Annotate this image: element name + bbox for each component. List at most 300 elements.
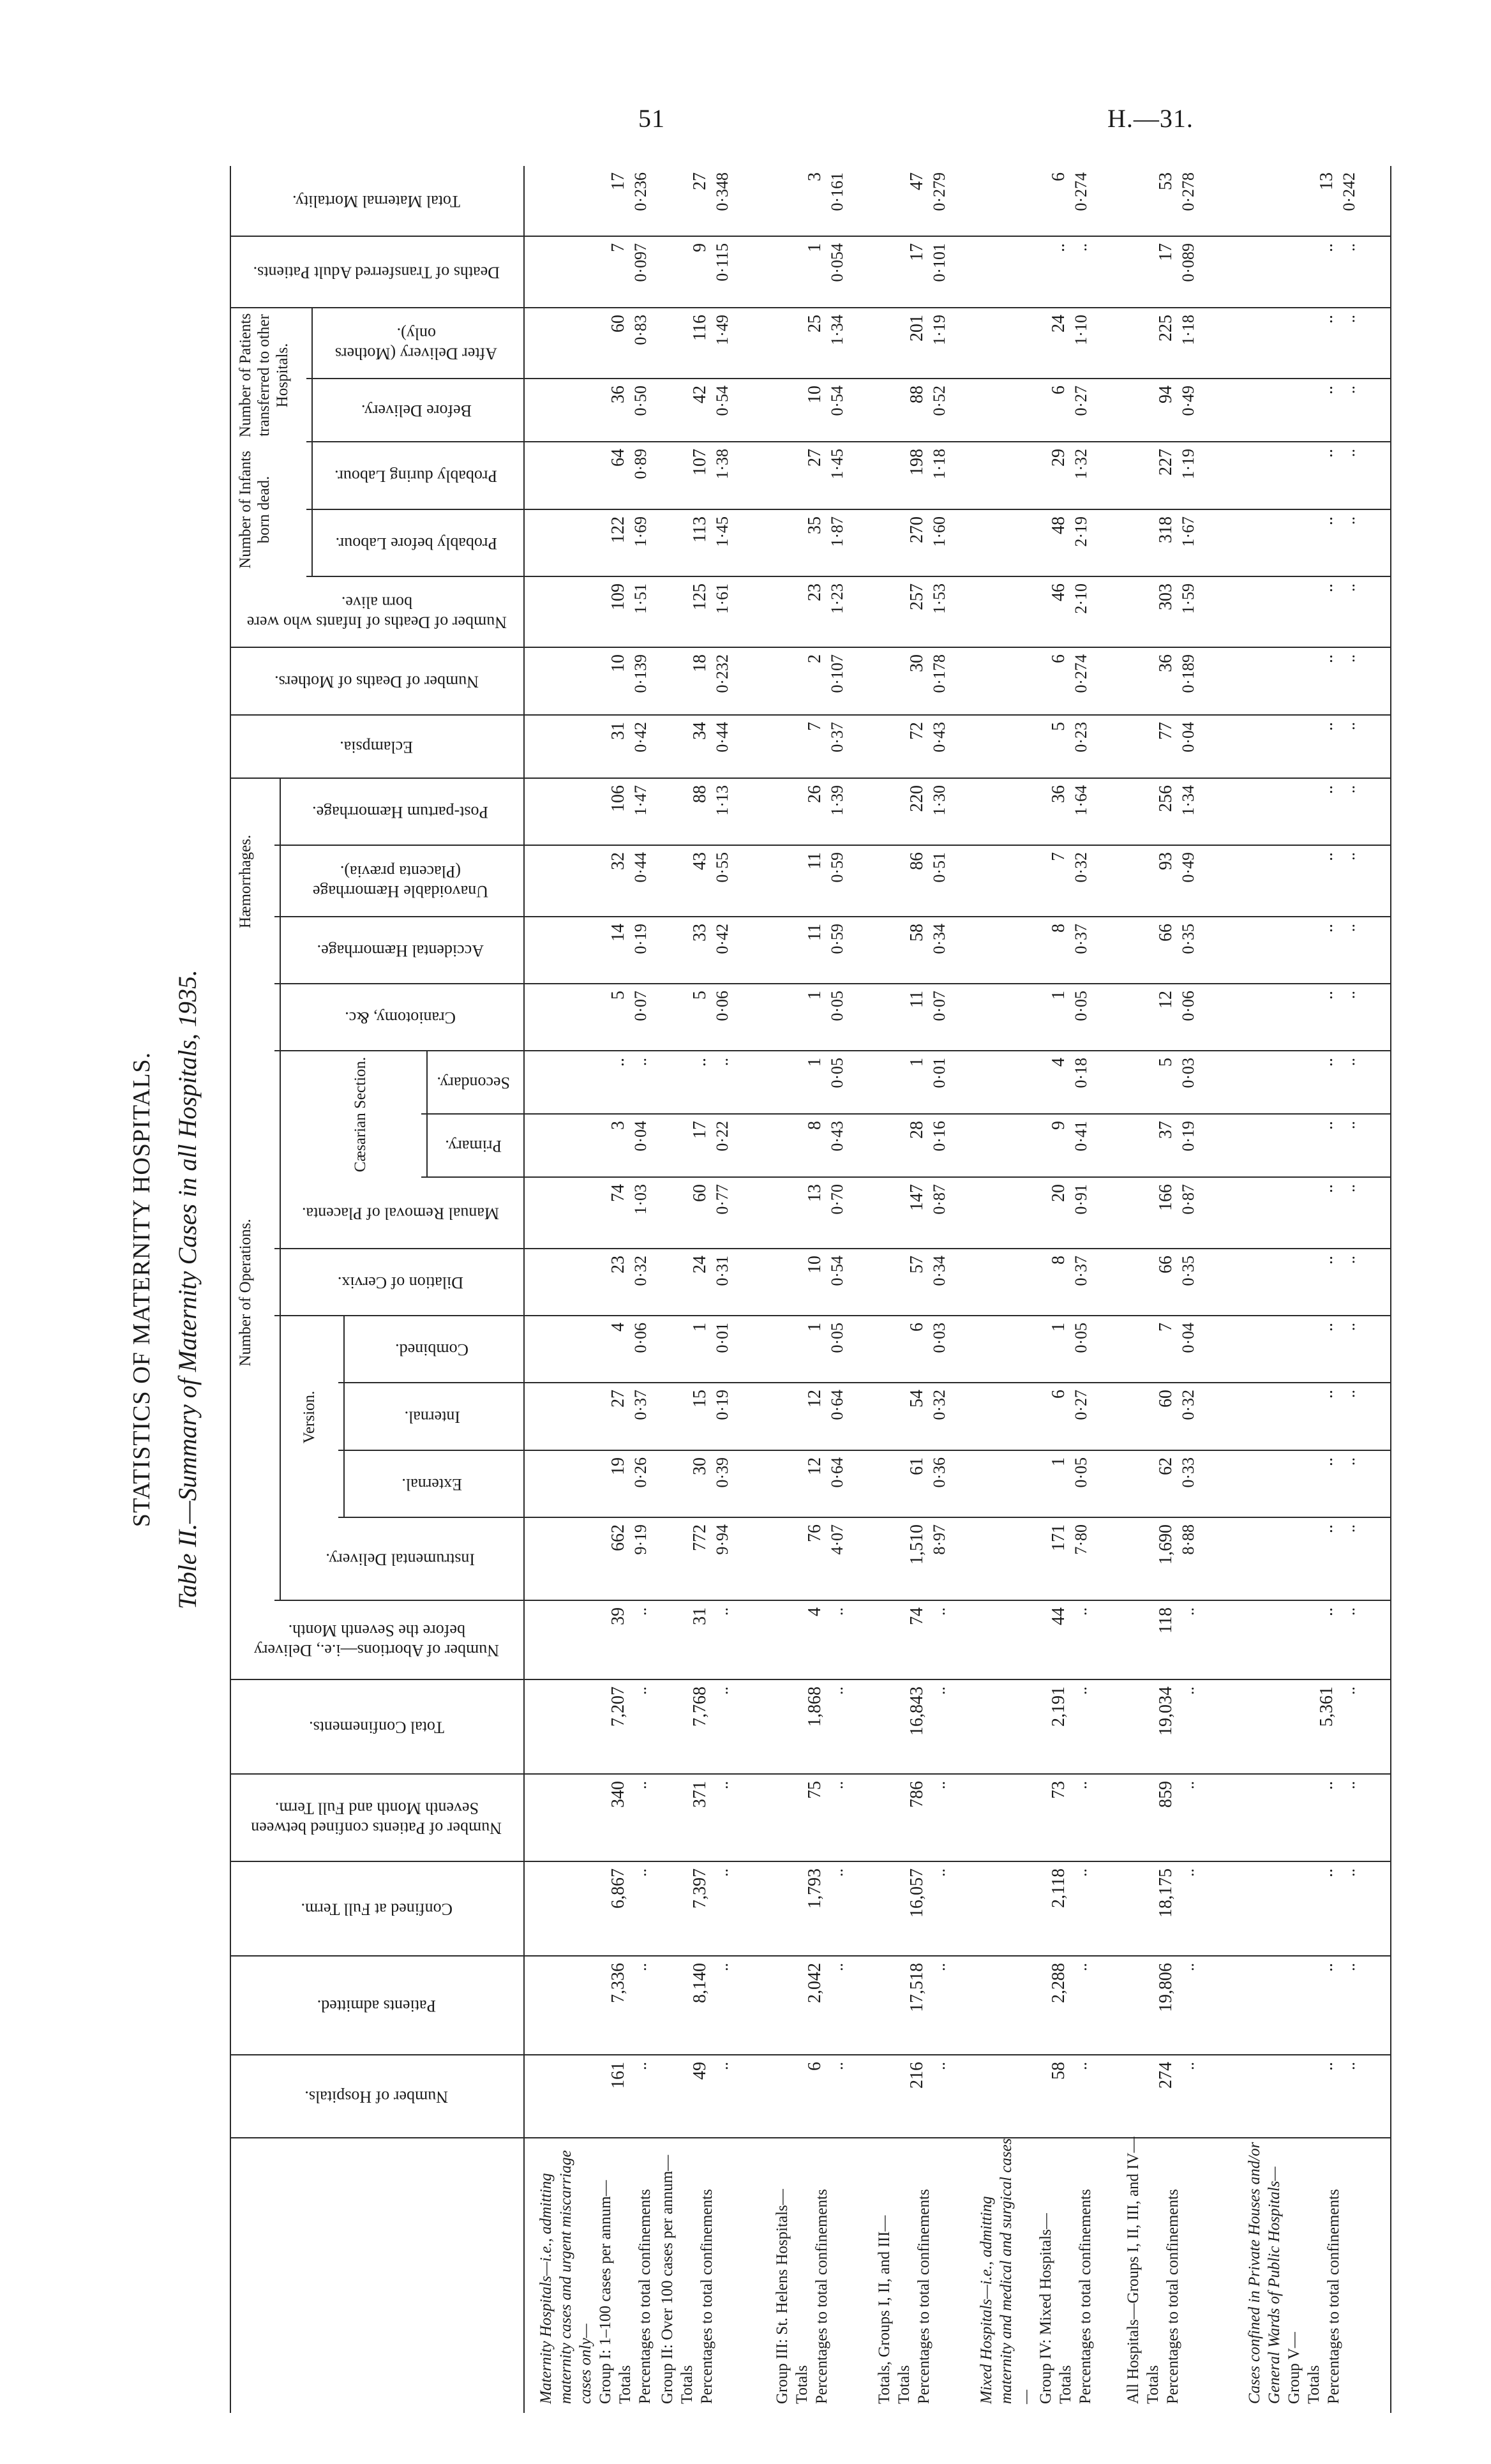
cell-percentage: ..	[1072, 1963, 1090, 1971]
cell-percentage: ..	[930, 1781, 948, 1789]
cell-total: 318	[1156, 516, 1176, 543]
cell-percentage: 0·115	[713, 243, 731, 282]
cell-percentage: 0·64	[828, 1390, 846, 1420]
cell-percentage: 1·34	[828, 315, 846, 345]
cell-percentage: 0·35	[1179, 1256, 1197, 1286]
cell-percentage: 0·242	[1340, 172, 1358, 211]
cell-total: 1,690	[1156, 1524, 1176, 1565]
cell-total: 7,768	[690, 1686, 710, 1727]
cell-percentage: ..	[828, 1607, 846, 1616]
cell-total: 12	[805, 1457, 825, 1475]
cell-percentage: 1·19	[930, 315, 948, 345]
cell-total: 12	[1156, 991, 1176, 1009]
cell-total: ..	[608, 1058, 628, 1067]
cell-percentage: 0·31	[713, 1256, 731, 1286]
cell-total: 1,510	[907, 1524, 927, 1565]
cell-percentage: 0·32	[1072, 852, 1090, 883]
cell-percentage: 0·54	[713, 386, 731, 416]
cell-total: 12	[805, 1390, 825, 1408]
cell-percentage: 0·22	[713, 1121, 731, 1152]
column-rule	[306, 576, 1391, 577]
cell-total: ..	[1317, 516, 1337, 525]
cell-total: 23	[805, 583, 825, 601]
cell-total: 2,288	[1049, 1963, 1068, 2003]
cell-total: 2,042	[805, 1963, 825, 2003]
cell-percentage: ..	[1340, 1686, 1358, 1695]
cell-total: 58	[1049, 2062, 1068, 2080]
cell-percentage: ..	[631, 1058, 650, 1066]
cell-total: ..	[1317, 654, 1337, 663]
row-label: Group IV: Mixed Hospitals—	[1037, 2213, 1054, 2404]
group-rule-haemorrhages	[280, 779, 281, 984]
cell-total: 39	[608, 1607, 628, 1625]
cell-total: 166	[1156, 1184, 1176, 1211]
cell-total: ..	[1317, 991, 1337, 1000]
cell-percentage: 0·91	[1072, 1184, 1090, 1215]
cell-total: 17	[608, 172, 628, 190]
cell-total: 772	[690, 1524, 710, 1551]
cell-percentage: 0·139	[631, 654, 650, 693]
cell-percentage: ..	[1179, 1686, 1197, 1695]
column-header: Primary.	[445, 1137, 502, 1155]
cell-total: 4	[1049, 1058, 1068, 1067]
row-block-label	[874, 2136, 934, 2404]
cell-total: 2,191	[1049, 1686, 1068, 1727]
cell-percentage: 0·32	[631, 1256, 650, 1286]
cell-total: ..	[1317, 243, 1337, 252]
cell-total: 6	[805, 2062, 825, 2071]
cell-percentage: ..	[713, 1607, 731, 1616]
cell-total: ..	[1317, 1963, 1337, 1972]
cell-percentage: 0·189	[1179, 654, 1197, 693]
cell-percentage: 0·05	[828, 991, 846, 1021]
cell-total: 17	[690, 1121, 710, 1139]
column-header: Manual Removal of Placenta.	[301, 1204, 499, 1223]
cell-percentage: 0·52	[930, 386, 948, 416]
cell-percentage: 0·83	[631, 315, 650, 345]
cell-total: 303	[1156, 583, 1176, 610]
cell-total: 44	[1049, 1607, 1068, 1625]
cell-total: 125	[690, 583, 710, 610]
cell-total: ..	[1317, 1256, 1337, 1265]
row-block-label	[1245, 2136, 1344, 2404]
cell-total: 47	[907, 172, 927, 190]
cell-total: 11	[907, 991, 927, 1008]
cell-total: 6	[1049, 1390, 1068, 1399]
cell-percentage: ..	[1072, 243, 1090, 252]
cell-total: 161	[608, 2062, 628, 2089]
cell-percentage: 1·30	[930, 785, 948, 816]
cell-total: 15	[690, 1390, 710, 1408]
cell-total: 75	[805, 1781, 825, 1799]
cell-percentage: 0·54	[828, 1256, 846, 1286]
group-header-haemorrhages: Hæmorrhages.	[237, 834, 254, 929]
cell-percentage: 0·107	[828, 654, 846, 693]
cell-percentage: ..	[631, 1868, 650, 1877]
cell-percentage: ..	[1340, 991, 1358, 999]
cell-total: 1	[805, 243, 825, 252]
cell-percentage: ..	[713, 1963, 731, 1971]
row-label: Percentages to total confinements	[636, 2189, 654, 2404]
row-group-title: Maternity Hospitals—i.e., admitting maternity cases and urgent miscarriage cases only—	[537, 2150, 594, 2404]
cell-total: 31	[608, 722, 628, 740]
cell-percentage: 1·87	[828, 516, 846, 547]
column-header: Accidental Hæmorrhage.	[317, 942, 484, 960]
row-label: Group I: 1–100 cases per annum—	[597, 2180, 614, 2404]
cell-total: ..	[1317, 1390, 1337, 1399]
row-group-title: Mixed Hospitals—i.e., admitting maternity and medical and surgical cases—	[978, 2138, 1035, 2404]
column-header: Combined.	[395, 1341, 469, 1359]
cell-total: 19,034	[1156, 1686, 1176, 1736]
cell-percentage: 0·23	[1072, 722, 1090, 753]
column-header: Instrumental Delivery.	[326, 1550, 475, 1569]
cell-percentage: ..	[713, 1868, 731, 1877]
cell-total: 37	[1156, 1121, 1176, 1139]
cell-percentage: 0·236	[631, 172, 650, 211]
column-header: Probably before Labour.	[335, 534, 497, 553]
cell-percentage: ..	[1340, 785, 1358, 793]
cell-percentage: 0·16	[930, 1121, 948, 1152]
cell-percentage: 1·47	[631, 785, 650, 816]
cell-percentage: ..	[1072, 1607, 1090, 1616]
cell-percentage: 0·161	[828, 172, 846, 211]
column-rule	[306, 378, 1391, 379]
cell-percentage: ..	[1340, 1390, 1358, 1398]
cell-total: 60	[690, 1184, 710, 1202]
cell-total: 8,140	[690, 1963, 710, 2003]
row-label: Percentages to total confinements	[698, 2189, 716, 2404]
row-group-title: Group III: St. Helens Hospitals—	[774, 2189, 791, 2404]
cell-total: ..	[1049, 243, 1068, 252]
cell-percentage: ..	[828, 2062, 846, 2070]
cell-percentage: ..	[828, 1963, 846, 1971]
cell-total: 74	[608, 1184, 628, 1202]
column-rule	[338, 1517, 1391, 1518]
cell-percentage: 0·19	[631, 924, 650, 954]
cell-total: 227	[1156, 449, 1176, 476]
cell-total: 36	[608, 386, 628, 403]
cell-percentage: ..	[1340, 1058, 1358, 1066]
cell-percentage: ..	[713, 1686, 731, 1695]
cell-total: 16,057	[907, 1868, 927, 1918]
cell-percentage: ..	[1340, 1457, 1358, 1466]
cell-percentage: ..	[1072, 1781, 1090, 1789]
cell-percentage: 0·89	[631, 449, 650, 479]
cell-total: 86	[907, 852, 927, 870]
cell-percentage: ..	[1340, 516, 1358, 525]
group-header-operations: Number of Operations.	[237, 1219, 254, 1367]
cell-total: 6,867	[608, 1868, 628, 1909]
cell-percentage: 0·27	[1072, 1390, 1090, 1420]
cell-percentage: ..	[1340, 852, 1358, 860]
cell-percentage: ..	[930, 2062, 948, 2070]
cell-percentage: 1·03	[631, 1184, 650, 1215]
cell-percentage: 0·03	[1179, 1058, 1197, 1088]
column-header: Unavoidable Hæmorrhage (Placenta prævia).	[312, 862, 488, 901]
cell-percentage: 0·04	[631, 1121, 650, 1152]
row-label-totals: Totals	[1144, 2365, 1162, 2404]
cell-percentage: 1·13	[713, 785, 731, 816]
cell-percentage: ..	[1340, 1607, 1358, 1616]
cell-total: 106	[608, 785, 628, 812]
cell-percentage: 0·06	[631, 1323, 650, 1353]
cell-percentage: 8·97	[930, 1524, 948, 1555]
cell-total: 43	[690, 852, 710, 870]
row-label-totals: Totals	[895, 2365, 913, 2404]
cell-percentage: 1·61	[713, 583, 731, 614]
cell-total: 20	[1049, 1184, 1068, 1202]
cell-total: 5	[1156, 1058, 1176, 1067]
cell-total: ..	[1317, 1323, 1337, 1332]
cell-percentage: ..	[1179, 1781, 1197, 1789]
cell-total: 7	[805, 722, 825, 731]
cell-percentage: 1·51	[631, 583, 650, 614]
cell-total: 1	[1049, 1323, 1068, 1332]
cell-total: 10	[608, 654, 628, 672]
cell-percentage: 0·07	[930, 991, 948, 1021]
cell-percentage: ..	[1340, 315, 1358, 323]
cell-percentage: 0·05	[1072, 991, 1090, 1021]
cell-percentage: 0·64	[828, 1457, 846, 1488]
cell-total: 201	[907, 315, 927, 342]
cell-total: 29	[1049, 449, 1068, 467]
column-header: Dilation of Cervix.	[337, 1273, 463, 1292]
cell-percentage: 0·06	[713, 991, 731, 1021]
cell-percentage: 0·04	[1179, 1323, 1197, 1353]
cell-percentage: 9·94	[713, 1524, 731, 1555]
rotated-table-page	[128, 166, 1391, 2413]
cell-percentage: ..	[828, 1686, 846, 1695]
cell-total: 30	[907, 654, 927, 672]
column-header: Number of Deaths of Mothers.	[274, 672, 479, 691]
cell-percentage: 0·44	[631, 852, 650, 883]
cell-total: ..	[1317, 2062, 1337, 2071]
column-header: Post-partum Hæmorrhage.	[312, 803, 488, 822]
group-rule-transferred	[311, 308, 313, 442]
cell-percentage: 0·19	[1179, 1121, 1197, 1152]
cell-percentage: ..	[1340, 654, 1358, 663]
cell-total: 11	[805, 852, 825, 869]
cell-total: 88	[907, 386, 927, 403]
cell-percentage: 0·35	[1179, 924, 1197, 954]
row-label: Percentages to total confinements	[1325, 2189, 1342, 2404]
cell-percentage: 0·19	[713, 1390, 731, 1420]
cell-percentage: ..	[828, 1868, 846, 1877]
column-header: Number of Abortions—i.e., Delivery before the Seventh Month.	[253, 1621, 500, 1660]
column-header: Before Delivery.	[361, 402, 472, 420]
cell-total: 9	[690, 243, 710, 252]
cell-total: ..	[1317, 1184, 1337, 1193]
cell-percentage: 1·18	[1179, 315, 1197, 345]
cell-total: 25	[805, 315, 825, 333]
cell-total: 61	[907, 1457, 927, 1475]
cell-percentage: 1·59	[1179, 583, 1197, 614]
cell-percentage: ..	[930, 1686, 948, 1695]
cell-total: 1	[805, 991, 825, 1000]
cell-total: 8	[1049, 1256, 1068, 1265]
cell-percentage: 1·10	[1072, 315, 1090, 345]
cell-total: 11	[805, 924, 825, 941]
row-group-title: Totals, Groups I, II, and III—	[876, 2215, 893, 2404]
cell-percentage: 0·274	[1072, 654, 1090, 693]
cell-total: 118	[1156, 1607, 1176, 1634]
cell-total: 60	[608, 315, 628, 333]
cell-total: 7	[1049, 852, 1068, 861]
cell-total: 7	[608, 243, 628, 252]
cell-total: 7,336	[608, 1963, 628, 2003]
column-rule	[306, 441, 1391, 442]
cell-total: 113	[690, 516, 710, 543]
column-rule	[421, 1176, 1391, 1178]
cell-percentage: 0·07	[631, 991, 650, 1021]
cell-total: ..	[1317, 1121, 1337, 1130]
cell-percentage: ..	[930, 1607, 948, 1616]
cell-total: 17,518	[907, 1963, 927, 2012]
cell-percentage: 0·41	[1072, 1121, 1090, 1152]
cell-percentage: 0·178	[930, 654, 948, 693]
row-group-title: All Hospitals—Groups I, II, III, and IV—	[1125, 2137, 1142, 2404]
cell-total: 17	[1156, 243, 1176, 261]
cell-percentage: 0·26	[631, 1457, 650, 1488]
row-label-totals: Totals	[617, 2365, 634, 2404]
column-header: Secondary.	[437, 1074, 511, 1092]
cell-percentage: 0·37	[828, 722, 846, 753]
cell-percentage: 7·80	[1072, 1524, 1090, 1555]
cell-total: 26	[805, 785, 825, 803]
cell-percentage: 9·19	[631, 1524, 650, 1555]
cell-total: 49	[690, 2062, 710, 2080]
cell-total: 27	[805, 449, 825, 467]
cell-total: 31	[690, 1607, 710, 1625]
cell-percentage: ..	[1340, 583, 1358, 592]
cell-total: 53	[1156, 172, 1176, 190]
cell-total: 33	[690, 924, 710, 942]
cell-total: 2	[805, 654, 825, 663]
cell-percentage: ..	[1340, 722, 1358, 730]
column-header: External.	[401, 1475, 463, 1494]
cell-percentage: 0·089	[1179, 243, 1197, 282]
cell-percentage: ..	[1072, 2062, 1090, 2070]
cell-total: 13	[805, 1184, 825, 1202]
cell-total: 8	[1049, 924, 1068, 933]
cell-percentage: 1·19	[1179, 449, 1197, 479]
cell-total: 17	[907, 243, 927, 261]
cell-total: ..	[1317, 852, 1337, 861]
group-header-version: Version.	[301, 1390, 318, 1444]
group-rule-version	[343, 1316, 345, 1518]
row-block-label	[657, 2136, 717, 2404]
cell-total: 5	[608, 991, 628, 1000]
row-block-label	[977, 2136, 1095, 2404]
cell-percentage: ..	[1340, 2062, 1358, 2070]
cell-total: 93	[1156, 852, 1176, 870]
cell-percentage: 0·01	[713, 1323, 731, 1353]
row-label-totals: Totals	[678, 2365, 696, 2404]
column-header: Deaths of Transferred Adult Patients.	[253, 263, 500, 282]
cell-percentage: 0·097	[631, 243, 650, 282]
column-rule	[306, 509, 1391, 510]
cell-total: 54	[907, 1390, 927, 1408]
cell-total: 109	[608, 583, 628, 610]
cell-percentage: 0·232	[713, 654, 731, 693]
cell-total: ..	[690, 1058, 710, 1067]
cell-percentage: 0·03	[930, 1323, 948, 1353]
cell-total: 107	[690, 449, 710, 476]
table-top-rule	[230, 166, 231, 2413]
row-block-label	[1123, 2136, 1183, 2404]
cell-total: ..	[1317, 1524, 1337, 1533]
cell-total: ..	[1317, 785, 1337, 794]
cell-total: 2,118	[1049, 1868, 1068, 1908]
row-label: Percentages to total confinements	[1164, 2189, 1181, 2404]
row-group-title: Cases confined in Private Houses and/or General Wards of Public Hospitals—	[1246, 2142, 1283, 2404]
cell-percentage: 0·51	[930, 852, 948, 883]
cell-percentage: 1·69	[631, 516, 650, 547]
cell-total: 5,361	[1317, 1686, 1337, 1727]
cell-percentage: ..	[1179, 1868, 1197, 1877]
cell-total: ..	[1317, 315, 1337, 324]
cell-percentage: 0·42	[713, 924, 731, 954]
cell-total: 4	[805, 1607, 825, 1616]
cell-total: 1	[805, 1323, 825, 1332]
cell-total: 10	[805, 1256, 825, 1273]
cell-total: 3	[805, 172, 825, 181]
cell-total: 76	[805, 1524, 825, 1542]
cell-total: 6	[1049, 172, 1068, 181]
row-block-label	[772, 2136, 832, 2404]
cell-total: ..	[1317, 924, 1337, 933]
cell-total: 36	[1049, 785, 1068, 803]
cell-percentage: ..	[713, 1781, 731, 1789]
column-header: Number of Hospitals.	[304, 2087, 449, 2107]
cell-percentage: 0·70	[828, 1184, 846, 1215]
cell-percentage: ..	[1340, 386, 1358, 394]
cell-total: 35	[805, 516, 825, 534]
cell-total: 7	[1156, 1323, 1176, 1332]
row-label: Percentages to total confinements	[1077, 2189, 1094, 2404]
cell-percentage: 1·67	[1179, 516, 1197, 547]
column-header: After Delivery (Mothers only).	[334, 324, 498, 363]
cell-percentage: 1·39	[828, 785, 846, 816]
cell-percentage: ..	[1072, 1686, 1090, 1695]
cell-total: 1	[907, 1058, 927, 1067]
cell-total: ..	[1317, 386, 1337, 394]
cell-percentage: ..	[1340, 243, 1358, 252]
cell-percentage: ..	[930, 1868, 948, 1877]
cell-percentage: 0·32	[930, 1390, 948, 1420]
cell-total: 220	[907, 785, 927, 812]
cell-percentage: 0·50	[631, 386, 650, 416]
cell-percentage: 0·06	[1179, 991, 1197, 1021]
group-header-caesarian: Cæsarian Section.	[352, 1056, 369, 1173]
cell-percentage: 0·54	[828, 386, 846, 416]
cell-total: 66	[1156, 1256, 1176, 1273]
column-rule	[338, 1450, 1391, 1451]
cell-percentage: 0·36	[930, 1457, 948, 1488]
cell-percentage: 0·37	[631, 1390, 650, 1420]
cell-percentage: 0·55	[713, 852, 731, 883]
cell-total: 4	[608, 1323, 628, 1332]
cell-percentage: 1·60	[930, 516, 948, 547]
cell-percentage: ..	[631, 2062, 650, 2070]
cell-percentage: 0·054	[828, 243, 846, 282]
table-heading: STATISTICS OF MATERNITY HOSPITALS.	[128, 1051, 155, 1528]
cell-total: 5	[690, 991, 710, 1000]
cell-percentage: ..	[1340, 1868, 1358, 1877]
cell-percentage: ..	[1179, 1963, 1197, 1971]
cell-percentage: 0·05	[1072, 1457, 1090, 1488]
cell-total: 116	[690, 315, 710, 341]
